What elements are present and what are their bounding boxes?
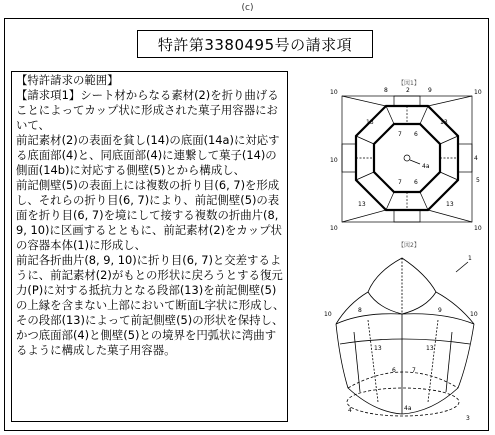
fig1-left-flap (342, 144, 356, 172)
fig1-ref: 8 (384, 87, 388, 94)
fig1-ref: 9 (428, 87, 432, 94)
fig1-bottom-flap (394, 210, 420, 222)
fig1-ref: 10 (330, 225, 338, 232)
fig2-ref: 13 (374, 345, 382, 352)
fig1-ref: 10 (474, 225, 482, 232)
fig2-ref: 4a (404, 405, 412, 412)
fig2-ref: 8 (358, 307, 362, 314)
fig1-ref: 13 (358, 201, 366, 208)
fig1-ref: 10 (474, 89, 482, 96)
claim-paragraph: 前記各折曲片(8, 9, 10)に折り目(6, 7)と交差するように、前記素材(2)がもとの形状に戻ろうとする復元力(P)に対する抵抗力となる段部(13)を前記側壁(5)の上縁を含まない上部において断面L字状に形成し、その段部(13)によって前記側壁(5)の形状を保持し、かつ底面部(4)と側壁(5)との境界を円弧状に湾曲するように構成した菓子用容器。 (16, 253, 285, 357)
fig2-ref: 1 (468, 255, 472, 262)
fig1-inner-octagon (374, 124, 440, 192)
page-title: 特許第3380495号の請求項 (137, 30, 373, 58)
fig2-ref: 7 (412, 367, 416, 374)
claims-text-box (11, 71, 288, 422)
fig1-label: 【図1】 (398, 80, 420, 87)
claim-paragraph: 【請求項1】シート材からなる素材(2)を折り曲げることによってカップ状に形成された菓子用容器において、 (16, 88, 279, 132)
fig2-drawing (318, 252, 488, 428)
fig2-ref: 4 (348, 407, 352, 414)
fig2-ref: 13 (426, 345, 434, 352)
claim-paragraph: 前記素材(2)の表面を貧し(14)の底面(14a)に対応する底面部(4)と、同底面部(4)に連繋して菓子(14)の側面(14b)に対応する側壁(5)とから構成し、 (16, 133, 280, 177)
fig2-base-ellipse (347, 388, 459, 416)
claim-paragraph: 前記側壁(5)の表面上には複数の折り目(6, 7)を形成し、それらの折り目(6, 7)により、前記側壁(5)の表面を折り目(6, 7)を境にして接する複数の折曲片(8, 9, 10)に区画するとともに、前記素材(2)をカップ状の容器本体(1)に形成し、 (16, 178, 282, 252)
fig1-ref: 7 (398, 179, 402, 186)
fig2-cup-body (336, 324, 474, 414)
fig1-top-flap (394, 96, 420, 106)
fig2-ref: 3 (466, 415, 470, 422)
fig1-ref: 5 (476, 177, 480, 184)
fig1-ref: 2 (406, 87, 410, 94)
fig2-label: 【図2】 (398, 242, 420, 249)
fig2-ref: 10 (470, 311, 478, 318)
fig1-ref: 6 (414, 131, 418, 138)
fig1-ref: 10 (330, 89, 338, 96)
fig1-ref: 13 (446, 201, 454, 208)
fig1-ref: 13 (366, 119, 374, 126)
fig1-ref: 13 (440, 119, 448, 126)
fig1-drawing (328, 84, 488, 234)
fig1-center-hole (404, 155, 410, 161)
fig1-ref: 7 (398, 131, 402, 138)
claims-heading: 【特許請求の範囲】 (16, 73, 119, 87)
fig2-ref: 10 (324, 311, 332, 318)
fig1-ref: 4a (422, 163, 430, 170)
fig1-ref: 10 (330, 157, 338, 164)
fig1-ref: 6 (414, 179, 418, 186)
fig1-ref: 4 (474, 155, 478, 162)
fig1-right-flap (458, 144, 472, 172)
figure-caption: (c) (241, 3, 254, 13)
fig2-ref: 6 (392, 367, 396, 374)
fig2-ref: 9 (438, 307, 442, 314)
